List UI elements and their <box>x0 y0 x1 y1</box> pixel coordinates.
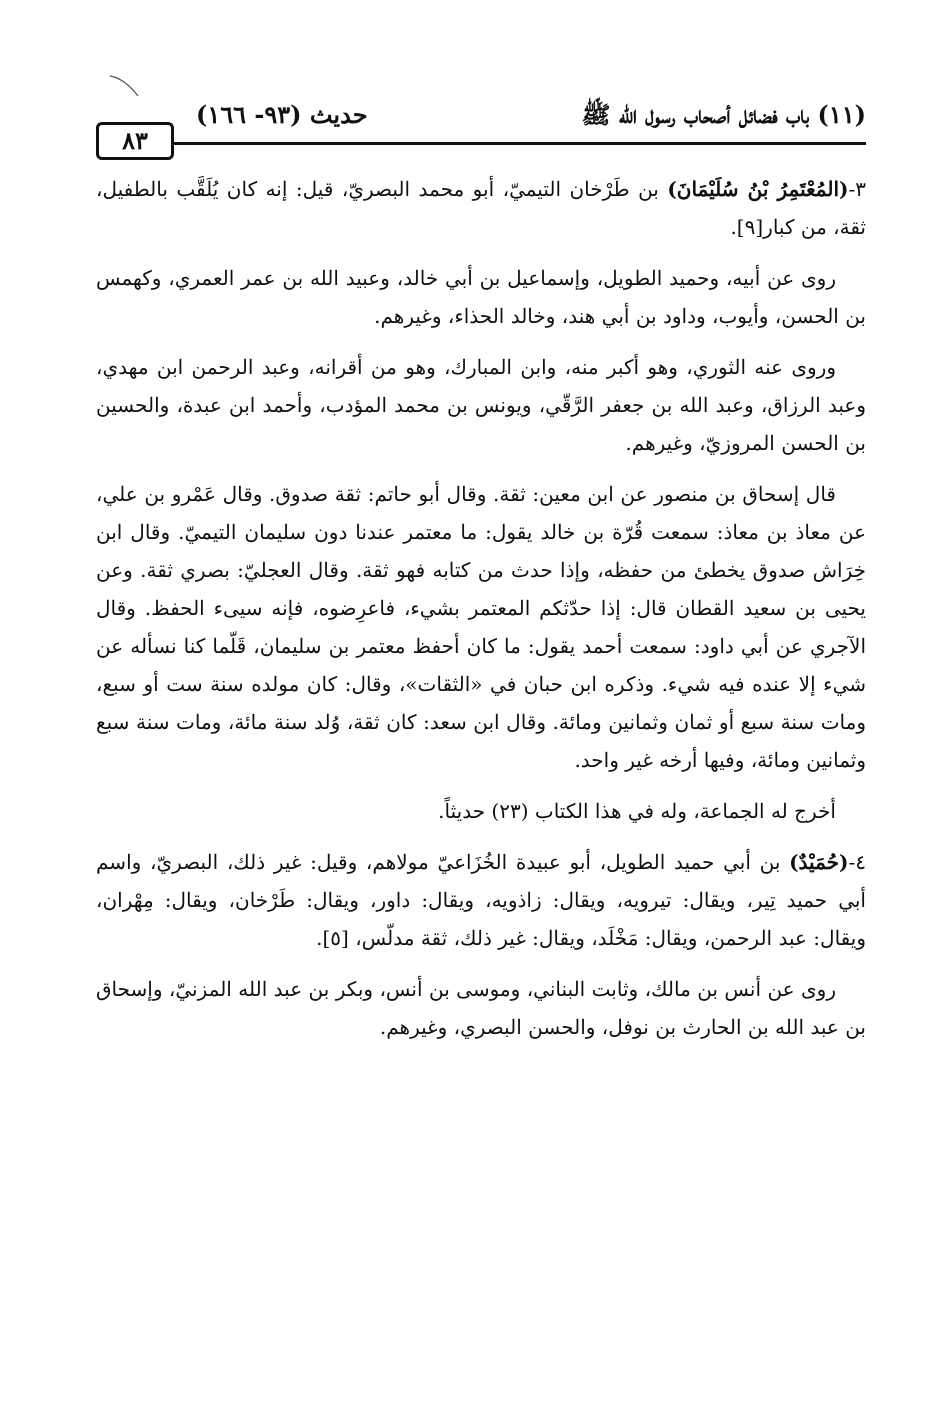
page-corner-mark <box>108 72 140 98</box>
entry-4-heading <box>96 843 866 957</box>
entry-3-narrated-from: روى عن أبيه، وحميد الطويل، وإسماعيل بن أبي خالد، وعبيد الله بن عمر العمري، وكهمس بن الحسن، وأيوب، وداود بن أبي هند، وخالد الحذاء، وغيرهم. <box>96 266 866 328</box>
entry-4-intro: بن أبي حميد الطويل، أبو عبيدة الخُزَاعيّ مولاهم، وقيل: غير ذلك، البصريّ، واسم أبي حميد تِير، ويقال: تيرويه، ويقال: زاذويه، ويقال: داور، ويقال: طَرْخان، ويقال: مِهْران، ويقال: عبد الرحمن، ويقال: مَخْلَد، ويقال: غير ذلك، ثقة مدلّس، [٥]. <box>96 850 866 950</box>
page-number: ٨٣ <box>96 122 174 160</box>
entry-4-narrated-from: روى عن أنس بن مالك، وثابت البناني، وموسى بن أنس، وبكر بن عبد الله المزنيّ، وإسحاق بن عبد الله بن الحارث بن نوفل، والحسن البصري، وغيرهم. <box>96 977 866 1039</box>
entry-3-name: (المُعْتَمِرُ بْنُ سُلَيْمَانَ) <box>667 177 849 201</box>
entry-3-assessments: قال إسحاق بن منصور عن ابن معين: ثقة. وقال أبو حاتم: ثقة صدوق. وقال عَمْرو بن علي، عن معاذ بن معاذ: سمعت قُرّة بن خالد يقول: ما معتمر عندنا دون سليمان التيميّ. وقال ابن خِرَاش صدوق يخطئ من حفظه، وإذا حدث من كتابه فهو ثقة. وقال العجليّ: بصري ثقة. وعن يحيى بن سعيد القطان قال: إذا حدّثكم المعتمر بشيء، فاعرِضوه، فإنه سيىء الحفظ. وقال الآجري عن أبي داود: سمعت أحمد يقول: ما كان أحفظ معتمر بن سليمان، قَلّما كنا نسأله عن شيء إلا عنده فيه شيء. وذكره ابن حبان في «الثقات»، وقال: كان مولده سنة ست أو سبع، ومات سنة سبع أو ثمان وثمانين ومائة. وقال ابن سعد: كان ثقة، وُلد سنة مائة، ومات سنة سبع وثمانين ومائة، وفيها أرخه غير واحد. <box>96 482 866 772</box>
page-header <box>96 96 866 156</box>
entry-3-narrated-by: وروى عنه الثوري، وهو أكبر منه، وابن المبارك، وهو من أقرانه، وعبد الرحمن ابن مهدي، وعبد الرزاق، وعبد الله بن جعفر الرَّقّي، ويونس بن محمد المؤدب، وأحمد ابن عبدة، والحسين بن الحسن المروزيّ، وغيرهم. <box>96 355 866 455</box>
page-body <box>96 170 866 1059</box>
entry-3-heading <box>96 170 866 246</box>
entry-3-intro: بن طَرْخان التيميّ، أبو محمد البصريّ، قيل: إنه كان يُلَقَّب بالطفيل، ثقة، من كبار[٩]. <box>96 177 866 239</box>
entry-3-collection-note: أخرج له الجماعة، وله في هذا الكتاب (٢٣) حديثاً. <box>438 799 836 823</box>
entry-4-name: (حُمَيْدٌ) <box>789 850 849 874</box>
hadith-range: حديث (٩٣- ١٦٦) <box>196 100 368 129</box>
chapter-title: (١١) باب فضائل أصحاب رسول الله ﷺ <box>581 100 866 129</box>
entry-3-number: ٣- <box>848 177 866 201</box>
entry-4-number: ٤- <box>848 850 866 874</box>
header-rule <box>174 142 866 145</box>
